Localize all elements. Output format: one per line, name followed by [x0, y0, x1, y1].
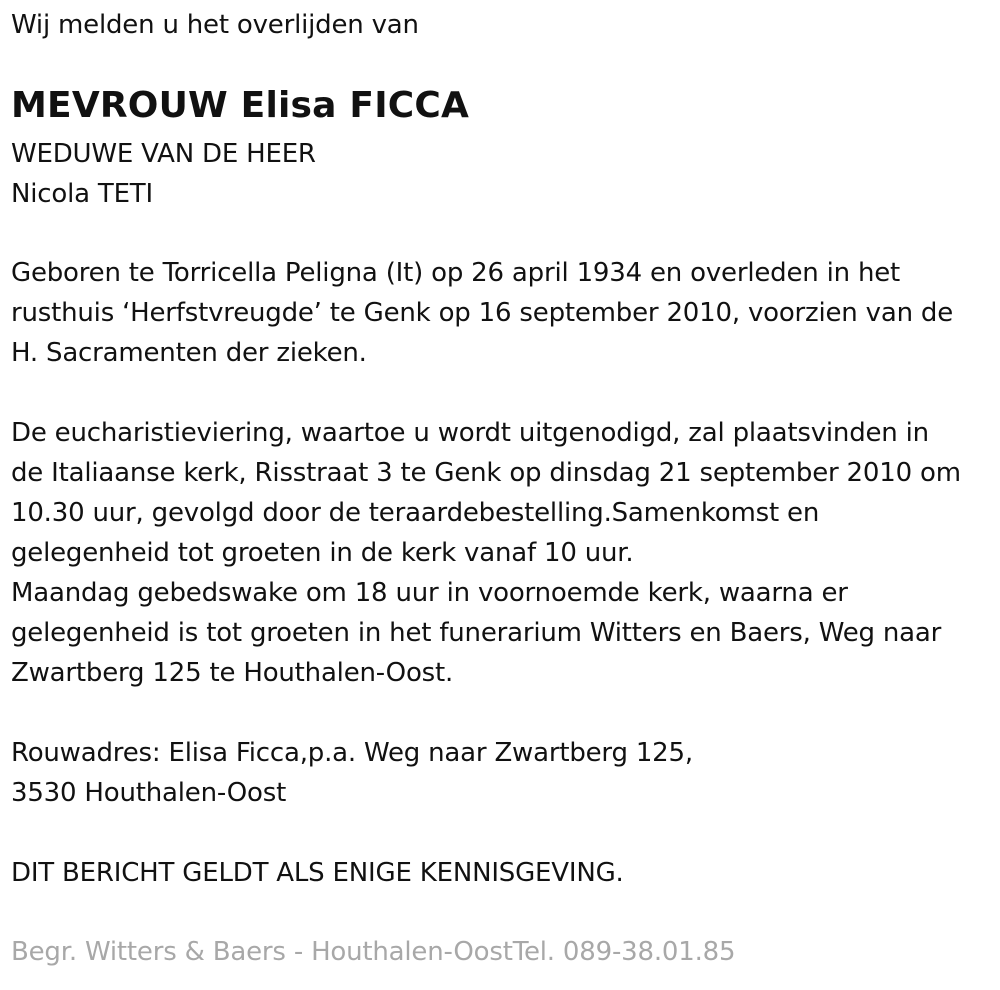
paragraph-line: De eucharistieviering, waartoe u wordt uitgenodigd, zal plaatsvinden in	[11, 418, 929, 448]
mourning-address	[11, 733, 693, 813]
paragraph-line: gelegenheid is tot groeten in het funerarium Witters en Baers, Weg naar	[11, 618, 942, 648]
spouse-block	[11, 134, 316, 214]
paragraph-line: 10.30 uur, gevolgd door de teraardebestelling.Samenkomst en	[11, 498, 820, 528]
paragraph-line: Geboren te Torricella Peligna (It) op 26 april 1934 en overleden in het	[11, 258, 901, 288]
notice-text: DIT BERICHT GELDT ALS ENIGE KENNISGEVING.	[11, 858, 624, 888]
paragraph-line: gelegenheid tot groeten in de kerk vanaf 10 uur.	[11, 538, 634, 568]
funeral-home-footer: Begr. Witters & Baers - Houthalen-OostTel. 089-38.01.85	[11, 937, 736, 967]
birth-death-paragraph	[11, 253, 953, 373]
deceased-name: MEVROUW Elisa FICCA	[11, 85, 470, 126]
intro-text: Wij melden u het overlijden van	[11, 10, 419, 40]
notice-statement	[11, 853, 624, 893]
paragraph-line: rusthuis ‘Herfstvreugde’ te Genk op 16 september 2010, voorzien van de	[11, 298, 954, 328]
paragraph-line: H. Sacramenten der zieken.	[11, 338, 367, 368]
ceremony-paragraph	[11, 413, 961, 693]
spouse-line: Nicola TETI	[11, 179, 153, 209]
address-line: 3530 Houthalen-Oost	[11, 778, 287, 808]
paragraph-line: Zwartberg 125 te Houthalen-Oost.	[11, 658, 454, 688]
paragraph-line: Maandag gebedswake om 18 uur in voornoemde kerk, waarna er	[11, 578, 848, 608]
spouse-line: WEDUWE VAN DE HEER	[11, 139, 316, 169]
paragraph-line: de Italiaanse kerk, Risstraat 3 te Genk op dinsdag 21 september 2010 om	[11, 458, 961, 488]
address-line: Rouwadres: Elisa Ficca,p.a. Weg naar Zwartberg 125,	[11, 738, 693, 768]
